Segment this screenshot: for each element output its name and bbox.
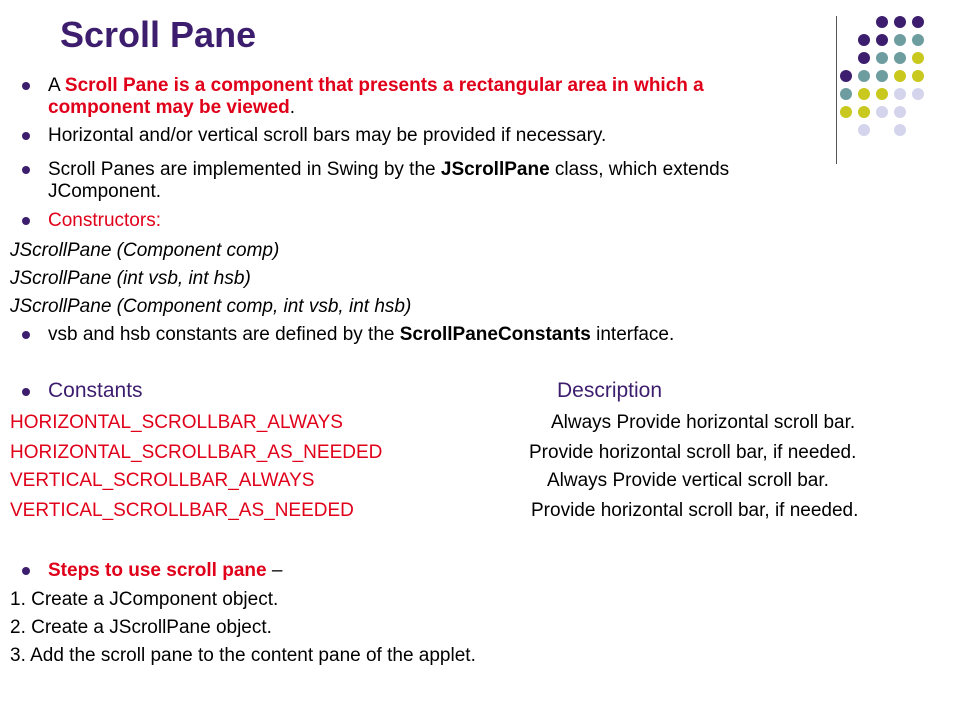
constant-description: Provide horizontal scroll bar, if needed.: [531, 500, 859, 521]
bullet-text: .: [289, 97, 296, 118]
table-header-constants: Constants: [48, 379, 143, 402]
decorative-dot: [840, 106, 852, 118]
constant-name: VERTICAL_SCROLLBAR_ALWAYS: [10, 470, 315, 491]
bullet-scroll-pane-definition: [48, 75, 704, 97]
constant-name: HORIZONTAL_SCROLLBAR_AS_NEEDED: [10, 442, 383, 463]
constructor-signature: JScrollPane (Component comp, int vsb, int hsb): [10, 296, 412, 317]
decorative-dot: [894, 34, 906, 46]
bullet-marker: [22, 567, 30, 575]
decorative-dot: [894, 16, 906, 28]
decorative-dot: [894, 52, 906, 64]
bullet-constructors: Constructors:: [48, 210, 161, 231]
step-item: 3. Add the scroll pane to the content pane of the applet.: [10, 645, 476, 666]
bullet-marker: [22, 388, 30, 396]
steps-heading: [48, 560, 282, 582]
decorative-divider: [836, 16, 837, 164]
constructor-signature: JScrollPane (Component comp): [10, 240, 280, 261]
bullet-highlight: component may be viewed: [48, 97, 290, 118]
decorative-dot: [876, 16, 888, 28]
steps-heading-dash: –: [266, 560, 283, 581]
decorative-dot: [876, 88, 888, 100]
decorative-dot: [840, 70, 852, 82]
decorative-dot: [894, 124, 906, 136]
bullet-marker: [22, 217, 30, 225]
bullet-text: interface.: [590, 324, 675, 345]
constant-name: HORIZONTAL_SCROLLBAR_ALWAYS: [10, 412, 343, 433]
decorative-dot: [858, 34, 870, 46]
decorative-dot: [912, 70, 924, 82]
decorative-dot: [858, 88, 870, 100]
step-item: 1. Create a JComponent object.: [10, 589, 279, 610]
constant-description: Always Provide horizontal scroll bar.: [551, 412, 856, 433]
bullet-marker: [22, 166, 30, 174]
bullet-marker: [22, 331, 30, 339]
bullet-text: Scroll Panes are implemented in Swing by the: [48, 159, 441, 180]
bullet-marker: [22, 82, 30, 90]
steps-heading-text: Steps to use scroll pane: [48, 560, 267, 581]
decorative-dot: [858, 124, 870, 136]
decorative-dot: [858, 52, 870, 64]
bullet-marker: [22, 132, 30, 140]
step-item: 2. Create a JScrollPane object.: [10, 617, 272, 638]
bullet-scrollpaneconstants: [48, 324, 674, 346]
table-header-description: Description: [557, 379, 663, 402]
decorative-dot: [876, 70, 888, 82]
constant-description: Always Provide vertical scroll bar.: [547, 470, 829, 491]
decorative-dot: [912, 52, 924, 64]
constant-name: VERTICAL_SCROLLBAR_AS_NEEDED: [10, 500, 354, 521]
constructor-signature: JScrollPane (int vsb, int hsb): [10, 268, 251, 289]
decorative-dot: [876, 52, 888, 64]
bullet-text: class, which extends: [549, 159, 730, 180]
bullet-text: vsb and hsb constants are defined by the: [48, 324, 400, 345]
bullet-highlight: ScrollPaneConstants: [399, 324, 591, 345]
decorative-dot: [912, 16, 924, 28]
decorative-dot: [894, 88, 906, 100]
decorative-dot: [912, 88, 924, 100]
bullet-highlight: Scroll Pane is a component that presents a rectangular area in which a: [64, 75, 704, 96]
decorative-dot: [858, 70, 870, 82]
decorative-dot: [876, 34, 888, 46]
constant-description: Provide horizontal scroll bar, if needed.: [529, 442, 857, 463]
slide-title: Scroll Pane: [60, 14, 257, 55]
decorative-dot: [894, 70, 906, 82]
bullet-scroll-bars: Horizontal and/or vertical scroll bars may be provided if necessary.: [48, 125, 607, 146]
decorative-dot: [876, 106, 888, 118]
decorative-dot: [858, 106, 870, 118]
decorative-dot: [894, 106, 906, 118]
bullet-jscrollpane-class: [48, 159, 729, 181]
bullet-text: A: [48, 75, 65, 96]
bullet-continuation: [48, 97, 295, 119]
decorative-dot: [840, 88, 852, 100]
decorative-dot: [912, 34, 924, 46]
bullet-highlight: JScrollPane: [440, 159, 550, 180]
bullet-continuation: JComponent.: [48, 181, 162, 202]
